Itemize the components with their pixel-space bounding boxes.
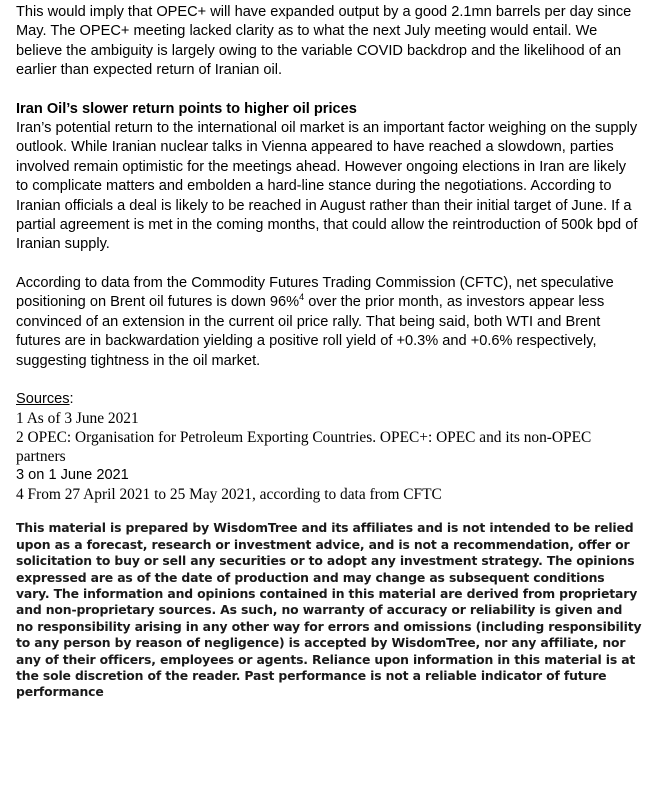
intro-paragraph: This would imply that OPEC+ will have expanded output by a good 2.1mn barrels per day since May. The OPEC+ meeting lacked clarity as to what the next July meeting would entail. We believe the ambiguity is largely owing to the variable COVID backdrop and the likelihood of an earlier than expected return of Iranian oil. <box>16 4 632 79</box>
footnote-mark: 4 <box>299 292 305 303</box>
cftc-text-after: over the prior month, as investors appear less convinced of an extension in the current oil price rally. That being said, both WTI and Brent futures are in backwardation yielding a positive roll yield of +0.3% and +0.6% respectively, suggesting tightness in the oil market. <box>16 294 605 369</box>
cftc-paragraph <box>16 274 642 371</box>
document-page <box>16 3 642 701</box>
disclaimer-paragraph: This material is prepared by WisdomTree and its affiliates and is not intended to be relied upon as a forecast, research or investment advice, and is not a recommendation, offer or solicitation to buy or sell any securities or to adopt any investment strategy. The opinions expressed are as of the date of production and may change as subsequent conditions vary. The information and opinions contained in this material are derived from proprietary and non-proprietary sources. As such, no warranty of accuracy or reliability is given and no responsibility arising in any other way for errors and omissions (including responsibility to any person by reason of negligence) is accepted by WisdomTree, nor any affiliate, nor any of their officers, employees or agents. Reliance upon information in this material is at the sole discretion of the reader. Past performance is not a reliable indicator of future performance <box>16 520 642 700</box>
source-item: 2 OPEC: Organisation for Petroleum Exporting Countries. OPEC+: OPEC and its non-OPEC partners <box>16 429 592 466</box>
sources-colon: : <box>69 390 74 407</box>
iran-section-paragraph: Iran’s potential return to the international oil market is an important factor weighing on the supply outlook. While Iranian nuclear talks in Vienna appeared to have reached a slowdown, parties involved remain optimistic for the meetings ahead. However ongoing elections in Iran are likely to complicate matters and embolden a hard-line stance during the negotiations. According to Iranian officials a deal is likely to be reached in August rather than their initial target of June. If a partial agreement is met in the coming months, that could allow the reintroduction of 500k bpd of Iranian supply. <box>16 120 638 253</box>
sources-heading <box>16 390 642 409</box>
source-item: 3 on 1 June 2021 <box>16 467 129 484</box>
cftc-text-before: According to data from the Commodity Futures Trading Commission (CFTC), net speculative positioning on Brent oil futures is down 96% <box>16 274 614 311</box>
spacer <box>16 81 642 100</box>
source-item: 4 From 27 April 2021 to 25 May 2021, according to data from CFTC <box>16 486 442 504</box>
spacer <box>16 504 642 520</box>
spacer <box>16 371 642 390</box>
spacer <box>16 255 642 274</box>
iran-section-heading: Iran Oil’s slower return points to higher oil prices <box>16 100 357 117</box>
source-item: 1 As of 3 June 2021 <box>16 410 139 428</box>
sources-label: Sources <box>16 390 70 407</box>
